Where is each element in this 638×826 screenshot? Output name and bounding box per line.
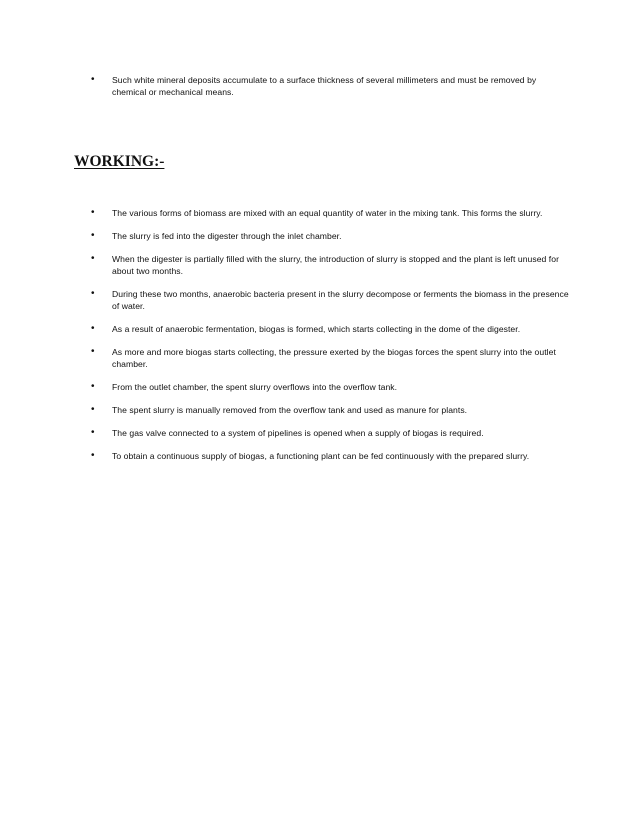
bullet-text: When the digester is partially filled with the slurry, the introduction of slurry is stopped and the plant is left unused for about two months. bbox=[112, 254, 559, 276]
bullet-icon: • bbox=[91, 288, 95, 299]
bullet-text: The spent slurry is manually removed from the overflow tank and used as manure for plants. bbox=[112, 405, 468, 415]
bullet-icon: • bbox=[91, 450, 95, 461]
bullet-icon: • bbox=[91, 207, 95, 218]
bullet-text: From the outlet chamber, the spent slurry overflows into the overflow tank. bbox=[112, 382, 398, 392]
bullet-item bbox=[91, 288, 569, 312]
intro-bullet-list bbox=[91, 74, 569, 98]
bullet-text: The slurry is fed into the digester through the inlet chamber. bbox=[112, 231, 342, 241]
bullet-text: The gas valve connected to a system of pipelines is opened when a supply of biogas is required. bbox=[112, 428, 484, 438]
bullet-icon: • bbox=[91, 253, 95, 264]
bullet-icon: • bbox=[91, 346, 95, 357]
bullet-item bbox=[91, 74, 569, 98]
bullet-text: The various forms of biomass are mixed with an equal quantity of water in the mixing tank. This forms the slurry. bbox=[112, 208, 543, 218]
bullet-text: As a result of anaerobic fermentation, biogas is formed, which starts collecting in the dome of the digester. bbox=[112, 324, 521, 334]
bullet-item bbox=[91, 427, 569, 439]
bullet-icon: • bbox=[91, 230, 95, 241]
bullet-text: During these two months, anaerobic bacteria present in the slurry decompose or ferments the biomass in the presence of water. bbox=[112, 289, 569, 311]
bullet-text: As more and more biogas starts collecting, the pressure exerted by the biogas forces the spent slurry into the outlet chamber. bbox=[112, 347, 556, 369]
bullet-icon: • bbox=[91, 74, 95, 85]
bullet-text: To obtain a continuous supply of biogas, a functioning plant can be fed continuously with the prepared slurry. bbox=[112, 451, 530, 461]
bullet-icon: • bbox=[91, 323, 95, 334]
bullet-item bbox=[91, 381, 569, 393]
bullet-icon: • bbox=[91, 381, 95, 392]
bullet-item bbox=[91, 404, 569, 416]
working-bullet-list bbox=[91, 207, 569, 473]
bullet-item bbox=[91, 346, 569, 370]
bullet-item bbox=[91, 230, 569, 242]
bullet-item bbox=[91, 253, 569, 277]
bullet-item bbox=[91, 323, 569, 335]
bullet-item bbox=[91, 450, 569, 462]
bullet-icon: • bbox=[91, 427, 95, 438]
bullet-icon: • bbox=[91, 404, 95, 415]
section-heading: WORKING:- bbox=[74, 153, 165, 170]
bullet-item bbox=[91, 207, 569, 219]
bullet-text: Such white mineral deposits accumulate to a surface thickness of several millimeters and must be removed by chemical or mechanical means. bbox=[112, 75, 537, 97]
